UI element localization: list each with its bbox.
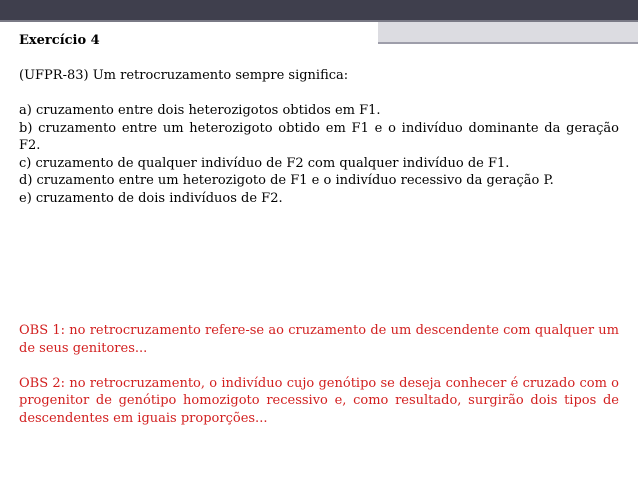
option-b: b) cruzamento entre um heterozigoto obtido em F1 e o indivíduo dominante da geração F2. xyxy=(19,120,619,153)
option-e: e) cruzamento de dois indivíduos de F2. xyxy=(19,190,283,206)
header-bar xyxy=(0,0,638,20)
obs-2: OBS 2: no retrocruzamento, o indivíduo cujo genótipo se deseja conhecer é cruzado com o progenitor de genótipo homozigoto recessivo e, como resultado, surgirão dois tipos de descendentes em iguais proporções... xyxy=(19,375,619,426)
option-a: a) cruzamento entre dois heterozigotos obtidos em F1. xyxy=(19,103,381,118)
option-d: d) cruzamento entre um heterozigoto de F1 e o indivíduo recessivo da geração P. xyxy=(19,173,554,188)
obs-1: OBS 1: no retrocruzamento refere-se ao cruzamento de um descendente com qualquer um de seus genitores... xyxy=(19,323,619,356)
question-text: (UFPR-83) Um retrocruzamento sempre significa: xyxy=(19,68,349,83)
observations xyxy=(19,322,619,427)
option-c: c) cruzamento de qualquer indivíduo de F2 com qualquer indivíduo de F1. xyxy=(19,155,510,171)
slide-content xyxy=(19,32,619,207)
slide-title: Exercício 4 xyxy=(19,33,100,48)
